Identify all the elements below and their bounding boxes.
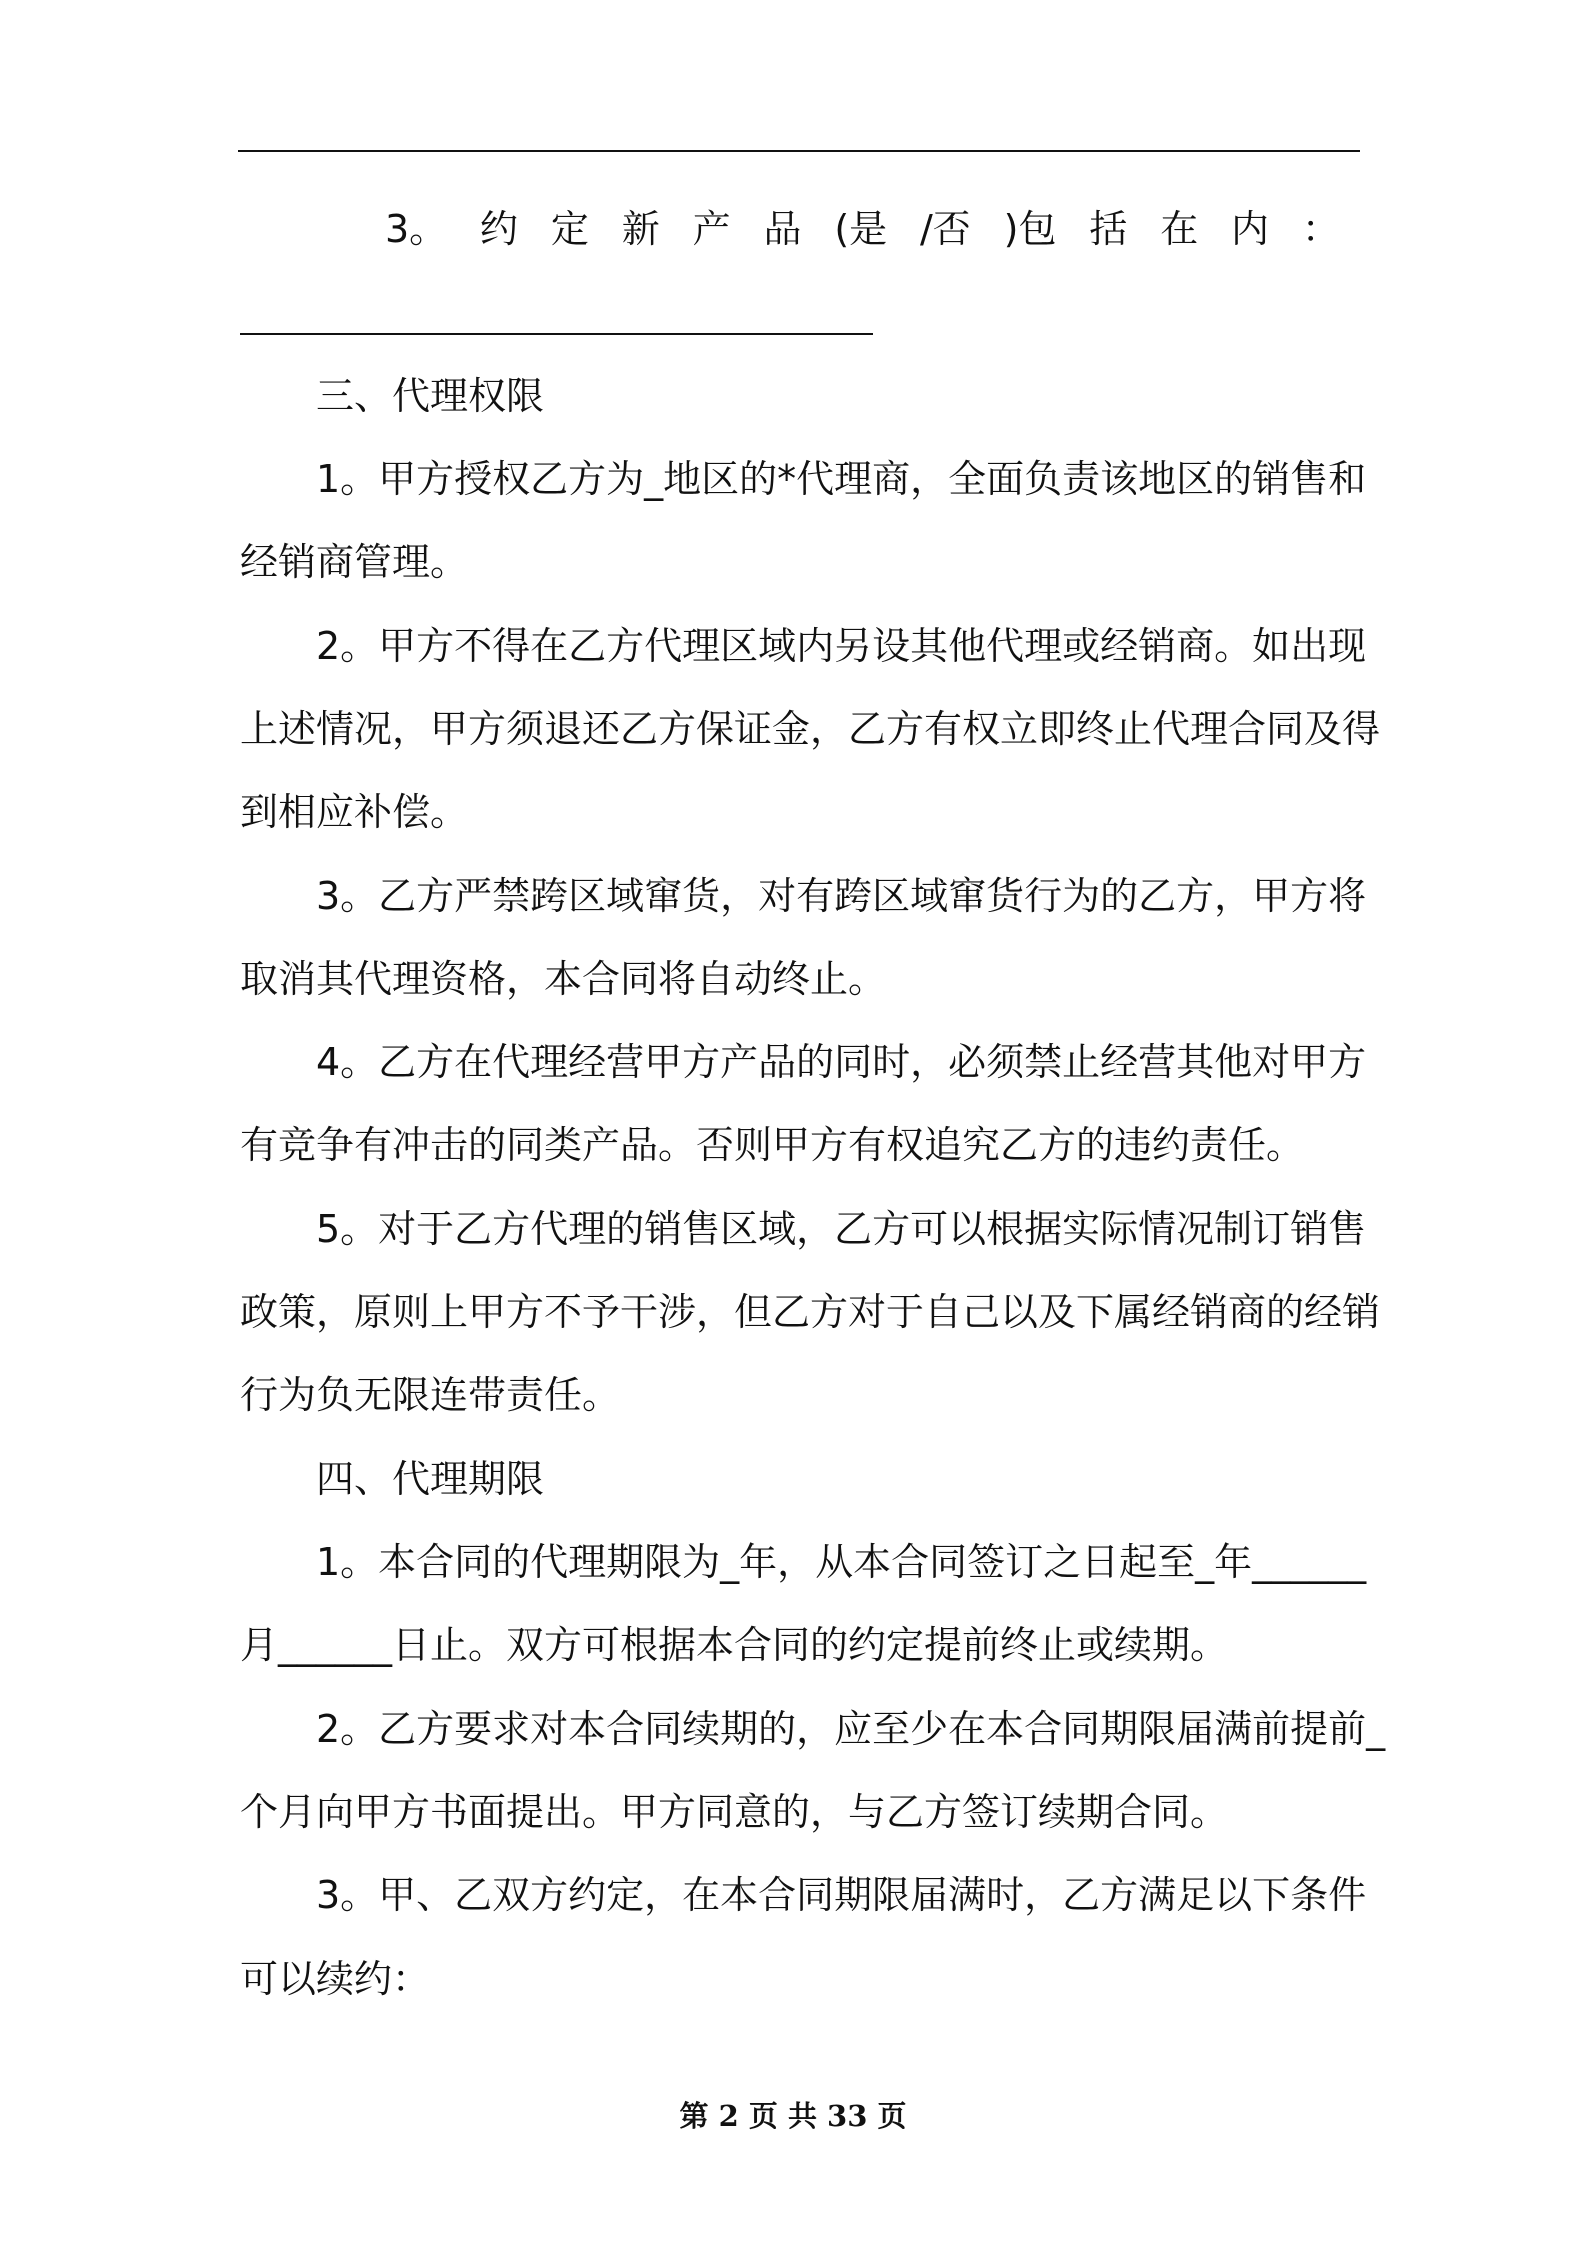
paragraph-line: 5。对于乙方代理的销售区域，乙方可以根据实际情况制订销售 <box>316 1207 1367 1251</box>
paragraph-line: 1。甲方授权乙方为_地区的*代理商，全面负责该地区的销售和 <box>316 457 1367 501</box>
section-3-title: 三、代理权限 <box>316 374 545 418</box>
item-3-token: 产 <box>692 207 731 251</box>
paragraph-line: 月______日止。双方可根据本合同的约定提前终止或续期。 <box>240 1623 1229 1667</box>
paragraph-line: 经销商管理。 <box>240 540 469 584</box>
blank-fill-line <box>240 333 873 335</box>
paragraph-line: 2。乙方要求对本合同续期的，应至少在本合同期限届满前提前_ <box>316 1707 1386 1751</box>
paragraph-line: 到相应补偿。 <box>240 790 469 834</box>
header-rule <box>238 150 1360 152</box>
paragraph-line: 个月向甲方书面提出。甲方同意的，与乙方签订续期合同。 <box>240 1790 1229 1834</box>
paragraph-line: 3。甲、乙双方约定，在本合同期限届满时，乙方满足以下条件 <box>316 1873 1367 1917</box>
item-3-token: ： <box>1301 207 1340 251</box>
item-3-token: 括 <box>1089 207 1128 251</box>
blank-fill-line-text <box>240 296 1358 344</box>
item-3-token: 内 <box>1231 207 1270 251</box>
item-3-token: /否 <box>920 207 971 251</box>
paragraph-line: 取消其代理资格，本合同将自动终止。 <box>240 957 887 1001</box>
paragraph-line: 2。甲方不得在乙方代理区域内另设其他代理或经销商。如出现 <box>316 624 1367 668</box>
paragraph-line: 上述情况，甲方须退还乙方保证金，乙方有权立即终止代理合同及得 <box>240 707 1381 751</box>
item-3-token: )包 <box>1003 207 1057 251</box>
item-3-token: 3。 <box>385 207 448 251</box>
item-3-token: 品 <box>763 207 802 251</box>
section-4-title: 四、代理期限 <box>316 1457 545 1501</box>
paragraph-line: 政策，原则上甲方不予干涉，但乙方对于自己以及下属经销商的经销 <box>240 1290 1381 1334</box>
item-3-new-products-line <box>385 205 1340 253</box>
item-3-token: 约 <box>480 207 519 251</box>
item-3-token: 定 <box>550 207 589 251</box>
item-3-token: (是 <box>834 207 888 251</box>
paragraph-line: 行为负无限连带责任。 <box>240 1373 621 1417</box>
paragraph-line: 可以续约： <box>240 1957 431 2001</box>
paragraph-line: 4。乙方在代理经营甲方产品的同时，必须禁止经营其他对甲方 <box>316 1040 1367 1084</box>
paragraph-line: 有竞争有冲击的同类产品。否则甲方有权追究乙方的违约责任。 <box>240 1123 1305 1167</box>
item-3-token: 新 <box>621 207 660 251</box>
paragraph-line: 1。本合同的代理期限为_年，从本合同签订之日起至_年______ <box>316 1540 1367 1584</box>
page-indicator: 第 2 页 共 33 页 <box>679 2099 907 2133</box>
item-3-token: 在 <box>1160 207 1199 251</box>
paragraph-line: 3。乙方严禁跨区域窜货，对有跨区域窜货行为的乙方，甲方将 <box>316 874 1367 918</box>
